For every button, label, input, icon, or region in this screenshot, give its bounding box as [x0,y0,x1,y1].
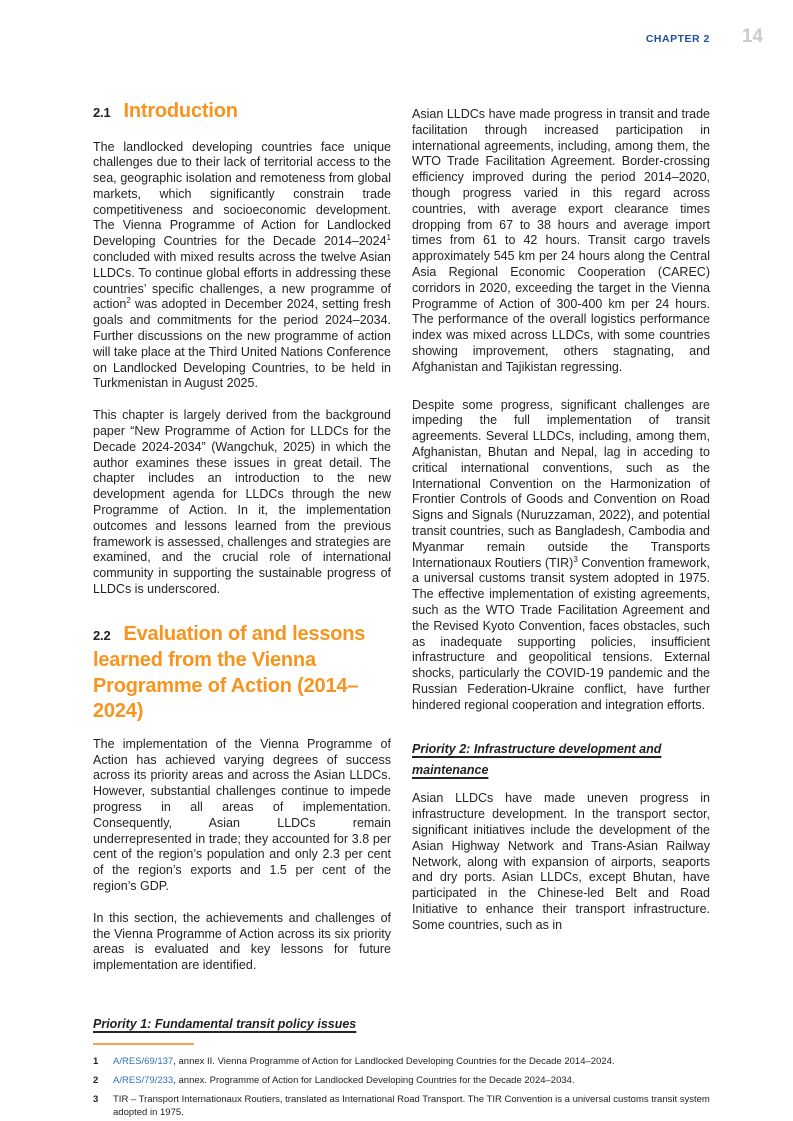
chapter-label: CHAPTER 2 [645,33,710,45]
intro-paragraph-2: This chapter is largely derived from the background paper “New Programme of Action for LLDCs for the Decade 2024-2034” (Wangchuk, 2025) in which the author examines these issues in great detail. The chapter includes an introduction to the new development agenda for LLDCs through the new Programme of Action. In it, the implementation outcomes and lessons learned from the previous framework is assessed, challenges and strategies are examined, and the crucial role of international community in supporting the sustainable progress of LLDCs is underscored. [93,408,391,597]
section-title: Evaluation of and lessons learned from the Vienna Programme of Action (2014–2024) [93,622,366,723]
footnote-ref-1: 1 [386,233,391,243]
infrastructure-paragraph: Asian LLDCs have made uneven progress in infrastructure development. In the transport sector, significant initiatives include the development of the Asian Highway Network and Trans-Asian Railway Network, along with expansion of airports, seaports and dry ports. Asian LLDCs, except Bhutan, have participated in the Chinese-led Belt and Road Initiative to enhance their transport infrastructure. Some countries, such as in [412,791,710,932]
intro-paragraph-1: The landlocked developing countries face unique challenges due to their lack of territorial access to the sea, geographic isolation and remoteness from global markets, which significantly constrain trade competitiveness and socioeconomic development. The Vienna Programme of Action for Landlocked Developing Countries for the Decade 2014–2024$^1$ concluded with mixed results across the twelve Asian LLDCs. To continue global efforts in addressing these countries’ specific challenges, a new programme of action$^2$ was adopted in December 2024, setting fresh goals and commitments for the period 2024–2034. Further discussions on the new programme of action will take place at the Third United Nations Conference on Landlocked Developing Countries, to be held in Turkmenistan in August 2025. [93,139,391,391]
evaluation-paragraph-1: The implementation of the Vienna Programme of Action has achieved varying degrees of success across its priority areas and across the Asian LLDCs. However, substantial challenges continue to impede progress in all areas of implementation. Consequently, Asian LLDCs remain underrepresented in trade; they accounted for 3.8 per cent of the region’s population and only 2.3 per cent of the region’s exports and 1.5 per cent of the region’s GDP. [93,736,391,893]
evaluation-paragraph-2: In this section, the achievements and challenges of the Vienna Programme of Action across its six priority areas is evaluated and key lessons for future implementation are identified. [93,910,391,973]
footnote-text: TIR – Transport Internationaux Routiers, translated as International Road Transport. The TIR Convention is a universal customs transit system adopted in 1975. [113,1093,710,1118]
footnote-ref-2: 2 [126,296,131,306]
page-number: 14 [741,26,763,47]
section-number: 2.1 [93,105,111,120]
footnote-resolution-link[interactable]: A/RES/79/233 [113,1074,174,1086]
transit-paragraph-2: Despite some progress, significant challenges are impeding the full implementation of transit agreements. Several LLDCs, including, among them, Afghanistan, Bhutan and Nepal, lag in acceding to critical international conventions, such as the International Convention on the Harmonization of Frontier Controls of Goods and Convention on Road Signs and Signals (Nuruzzaman, 2022), and potential transit countries, such as Bangladesh, Cambodia and Myanmar remain outside the Transports Internationaux Routiers (TIR)$^3$ Convention framework, a universal customs transit system adopted in 1975. The effective implementation of existing agreements, such as the WTO Trade Facilitation Agreement and the Revised Kyoto Convention, faces obstacles, such as inadequate supporting policies, insufficient infrastructure and geopolitical tensions. External shocks, particularly the COVID-19 pandemic and the Russian Federation-Ukraine conflict, have further hindered regional cooperation and integration efforts. [412,397,710,712]
footnote-number: 2 [93,1074,99,1086]
right-column [412,98,710,1035]
footnotes-section [93,1043,711,1119]
left-column [93,98,391,1035]
footnote-item-1 [93,1055,711,1068]
footnote-separator [93,1043,194,1045]
priority-1-heading: Priority 1: Fundamental transit policy issues [93,1016,357,1031]
footnote-item-3 [93,1093,711,1119]
footnote-resolution-link[interactable]: A/RES/69/137 [113,1055,174,1067]
footnote-number: 3 [93,1093,99,1105]
page-content [93,98,710,1035]
priority-2-heading: Priority 2: Infrastructure development and maintenance [412,742,662,778]
section-number: 2.2 [93,627,111,643]
footnote-item-2 [93,1074,711,1087]
footnote-text: A/RES/79/233, annex. Programme of Action for Landlocked Developing Countries for the Decade 2024–2034. [113,1074,575,1086]
page-header [0,0,793,48]
section-2-1-heading [93,98,391,125]
transit-paragraph-1: Asian LLDCs have made progress in transit and trade facilitation through increased participation in international agreements, including, among them, the WTO Trade Facilitation Agreement. Border-crossing efficiency improved during the period 2014–2020, though progress varied in this regard across countries, with average export clearance times dropping from 67 to 38 hours and average import times from 61 to 42 hours. Transit cargo travels approximately 545 km per 24 hours along the Central Asia Regional Economic Cooperation (CAREC) corridors in 2020, exceeding the target in the Vienna Programme of Action of 300-400 km per 24 hours. The performance of the overall logistics performance index was mixed across LLDCs, with some countries showing improvement, others stagnating, and Afghanistan and Tajikistan regressing. [412,107,710,374]
footnote-ref-3: 3 [573,554,578,564]
section-title: Introduction [123,100,238,122]
section-2-2-heading [93,621,391,724]
footnote-text: A/RES/69/137, annex II. Vienna Programme of Action for Landlocked Developing Countries for the Decade 2014–2024. [113,1055,615,1067]
footnote-number: 1 [93,1055,99,1067]
